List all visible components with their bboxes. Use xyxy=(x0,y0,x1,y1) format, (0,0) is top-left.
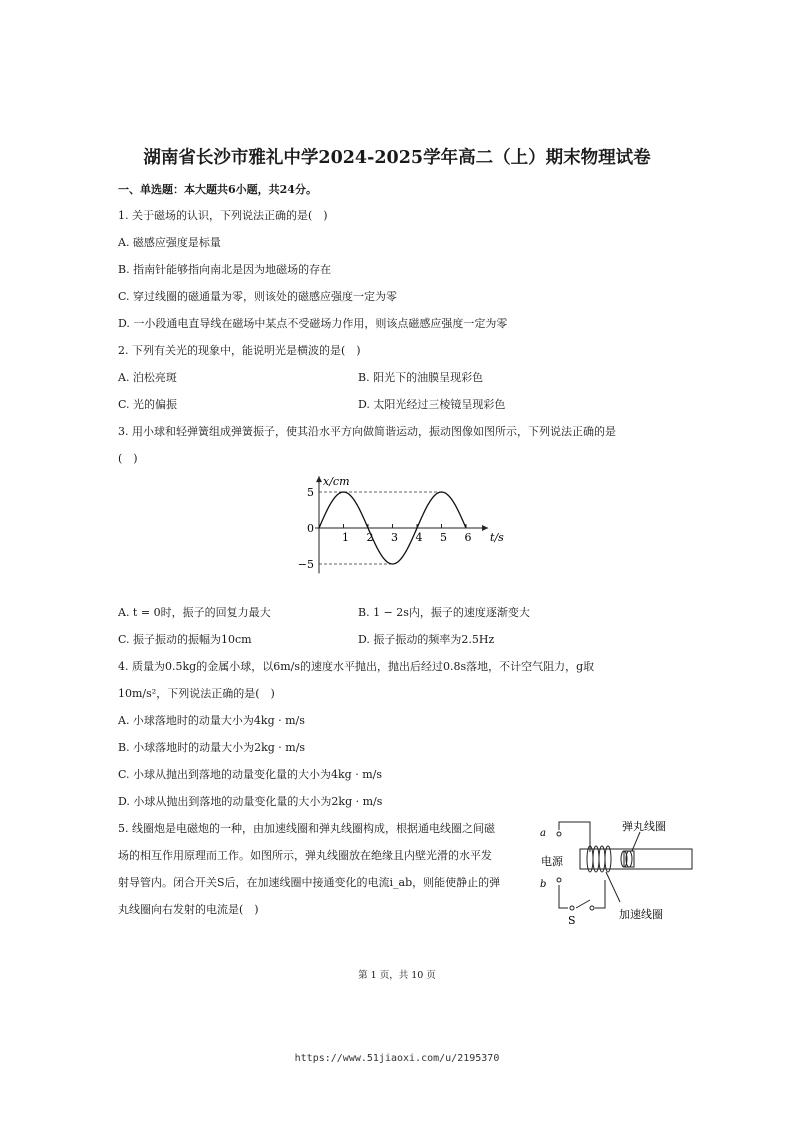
label-accel-coil: 加速线圈 xyxy=(619,908,663,921)
circuit-wire-bottom xyxy=(559,885,568,908)
leader-line-accel xyxy=(606,872,620,902)
circuit-wire-top xyxy=(559,822,590,852)
x-tick-label-6: 6 xyxy=(464,531,472,544)
q1-option-c: C. 穿过线圈的磁通量为零，则该处的磁感应强度一定为零 xyxy=(118,290,398,303)
x-tick-label-3: 3 xyxy=(391,531,398,544)
q4-option-b: B. 小球落地时的动量大小为2kg · m/s xyxy=(118,741,306,754)
q4-option-d: D. 小球从抛出到落地的动量变化量的大小为2kg · m/s xyxy=(118,795,383,808)
accelerating-coil xyxy=(587,846,611,872)
q5-line4: 丸线圈向右发射的电流是( ) xyxy=(118,903,259,916)
q3-option-d: D. 振子振动的频率为2.5Hz xyxy=(358,633,495,646)
q4-stem-line2: 10m/s²，下列说法正确的是( ) xyxy=(118,687,275,700)
y-tick-label-2: −5 xyxy=(297,558,314,571)
leader-line-projectile xyxy=(632,832,640,851)
label-power-source: 电源 xyxy=(541,855,563,868)
x-axis-title: t/s xyxy=(490,531,504,544)
q1-option-d: D. 一小段通电直导线在磁场中某点不受磁场力作用，则该点磁感应强度一定为零 xyxy=(118,317,508,330)
q3-option-a: A. t = 0时，振子的回复力最大 xyxy=(118,606,271,619)
label-terminal-a: a xyxy=(540,828,546,839)
label-switch: S xyxy=(568,914,576,927)
q1-option-b: B. 指南针能够指向南北是因为地磁场的存在 xyxy=(118,263,332,276)
watermark-url: https://www.51jiaoxi.com/u/2195370 xyxy=(294,1053,500,1064)
circuit-wire-return xyxy=(595,880,605,908)
q4-stem-line1: 4. 质量为0.5kg的金属小球，以6m/s的速度水平抛出，抛出后经过0.8s落地，不计空气阻力，g取 xyxy=(118,660,595,673)
projectile-coil xyxy=(621,851,634,867)
y-tick-label-1: 0 xyxy=(307,522,314,535)
section-heading: 一、单选题：本大题共6小题，共24分。 xyxy=(118,183,317,196)
q3-stem-line1: 3. 用小球和轻弹簧组成弹簧振子，使其沿水平方向做简谐运动，振动图像如图所示，下列说法正确的是 xyxy=(118,425,616,438)
terminal-b-icon xyxy=(557,878,561,882)
q1-option-a: A. 磁感应强度是标量 xyxy=(118,236,221,249)
y-tick-label-0: 5 xyxy=(307,486,314,499)
terminal-a-icon xyxy=(557,832,561,836)
page-footer: 第 1 页，共 10 页 xyxy=(358,970,436,981)
q5-line2: 场的相互作用原理而工作。如图所示，弹丸线圈放在绝缘且内壁光滑的水平发 xyxy=(118,849,492,862)
q2-option-a: A. 泊松亮斑 xyxy=(118,371,177,384)
q4-option-a: A. 小球落地时的动量大小为4kg · m/s xyxy=(118,714,305,727)
x-tick-label-4: 4 xyxy=(415,531,423,544)
q2-stem: 2. 下列有关光的现象中，能说明光是横波的是( ) xyxy=(118,344,361,357)
q4-option-c: C. 小球从抛出到落地的动量变化量的大小为4kg · m/s xyxy=(118,768,382,781)
q3-option-b: B. 1 − 2s内，振子的速度逐渐变大 xyxy=(358,606,530,619)
x-tick-label-2: 2 xyxy=(366,531,374,544)
q2-option-c: C. 光的偏振 xyxy=(118,398,178,411)
exam-title: 湖南省长沙市雅礼中学2024-2025学年高二（上）期末物理试卷 xyxy=(143,148,651,168)
q5-line1: 5. 线圈炮是电磁炮的一种，由加速线圈和弹丸线圈构成，根据通电线圈之间磁 xyxy=(118,822,495,835)
label-projectile-coil: 弹丸线圈 xyxy=(622,820,666,833)
q3-option-c: C. 振子振动的振幅为10cm xyxy=(118,633,252,646)
q3-stem-line2: ( ) xyxy=(118,452,138,465)
x-tick-label-5: 5 xyxy=(440,531,447,544)
switch-contact-left-icon xyxy=(570,906,574,910)
q5-line3: 射导管内。闭合开关S后，在加速线圈中接通变化的电流i_ab，则能使静止的弹 xyxy=(118,876,501,889)
x-tick-label-1: 1 xyxy=(342,531,349,544)
q1-stem: 1. 关于磁场的认识，下列说法正确的是( ) xyxy=(118,209,328,222)
label-terminal-b: b xyxy=(540,879,547,890)
switch-blade xyxy=(576,900,590,908)
y-axis-title: x/cm xyxy=(323,475,350,489)
q2-option-b: B. 阳光下的油膜呈现彩色 xyxy=(358,371,484,384)
q2-option-d: D. 太阳光经过三棱镜呈现彩色 xyxy=(358,398,506,411)
launch-tube xyxy=(580,849,692,869)
switch-contact-right-icon xyxy=(590,906,594,910)
